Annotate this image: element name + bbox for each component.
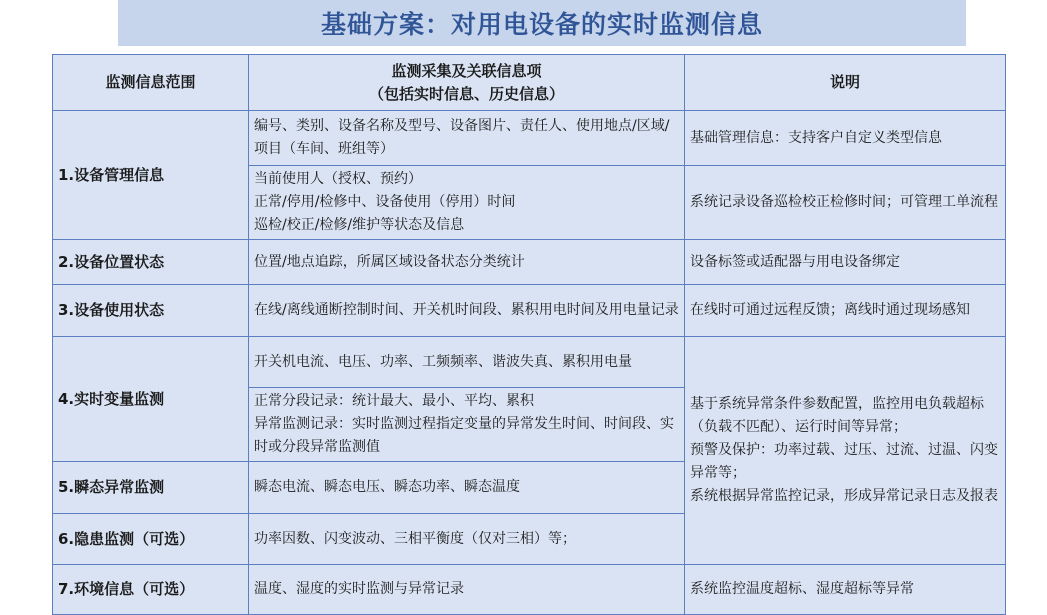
page-title: 基础方案：对用电设备的实时监测信息 [320,10,763,39]
header-scope: 监测信息范围 [53,55,249,111]
description-cell: 基础管理信息：支持客户自定义类型信息 [685,111,1006,166]
item-cell: 开关机电流、电压、功率、工频频率、谐波失真、累积用电量 [249,337,685,388]
item-cell: 瞬态电流、瞬态电压、瞬态功率、瞬态温度 [249,462,685,514]
table-row [53,111,1006,166]
description-cell: 设备标签或适配器与用电设备绑定 [685,240,1006,285]
category-cell: 7.环境信息（可选） [53,565,249,615]
category-cell: 2.设备位置状态 [53,240,249,285]
table-row [53,240,1006,285]
item-cell: 功率因数、闪变波动、三相平衡度（仅对三相）等； [249,514,685,565]
table-row [53,565,1006,615]
item-cell: 温度、湿度的实时监测与异常记录 [249,565,685,615]
category-cell: 4.实时变量监测 [53,337,249,462]
title-banner [118,0,966,46]
table-row [53,285,1006,337]
monitoring-table [52,54,1006,615]
item-cell: 当前使用人（授权、预约） 正常/停用/检修中、设备使用（停用）时间 巡检/校正/检修/维护等状态及信息 [249,166,685,240]
table-row [53,337,1006,388]
item-cell: 编号、类别、设备名称及型号、设备图片、责任人、使用地点/区域/项目（车间、班组等） [249,111,685,166]
table-header-row [53,55,1006,111]
description-cell: 系统记录设备巡检校正检修时间；可管理工单流程 [685,166,1006,240]
item-cell: 位置/地点追踪，所属区域设备状态分类统计 [249,240,685,285]
header-description: 说明 [685,55,1006,111]
description-cell: 基于系统异常条件参数配置，监控用电负载超标（负载不匹配）、运行时间等异常； 预警及保护：功率过载、过压、过流、过温、闪变异常等； 系统根据异常监控记录，形成异常记录日志及报表 [685,337,1006,565]
category-cell: 6.隐患监测（可选） [53,514,249,565]
item-cell: 在线/离线通断控制时间、开关机时间段、累积用电时间及用电量记录 [249,285,685,337]
description-cell: 在线时可通过远程反馈；离线时通过现场感知 [685,285,1006,337]
category-cell: 5.瞬态异常监测 [53,462,249,514]
item-cell: 正常分段记录：统计最大、最小、平均、累积 异常监测记录：实时监测过程指定变量的异常发生时间、时间段、实时或分段异常监测值 [249,388,685,462]
category-cell: 3.设备使用状态 [53,285,249,337]
category-cell: 1.设备管理信息 [53,111,249,240]
description-cell: 系统监控温度超标、湿度超标等异常 [685,565,1006,615]
header-items: 监测采集及关联信息项 （包括实时信息、历史信息） [249,55,685,111]
